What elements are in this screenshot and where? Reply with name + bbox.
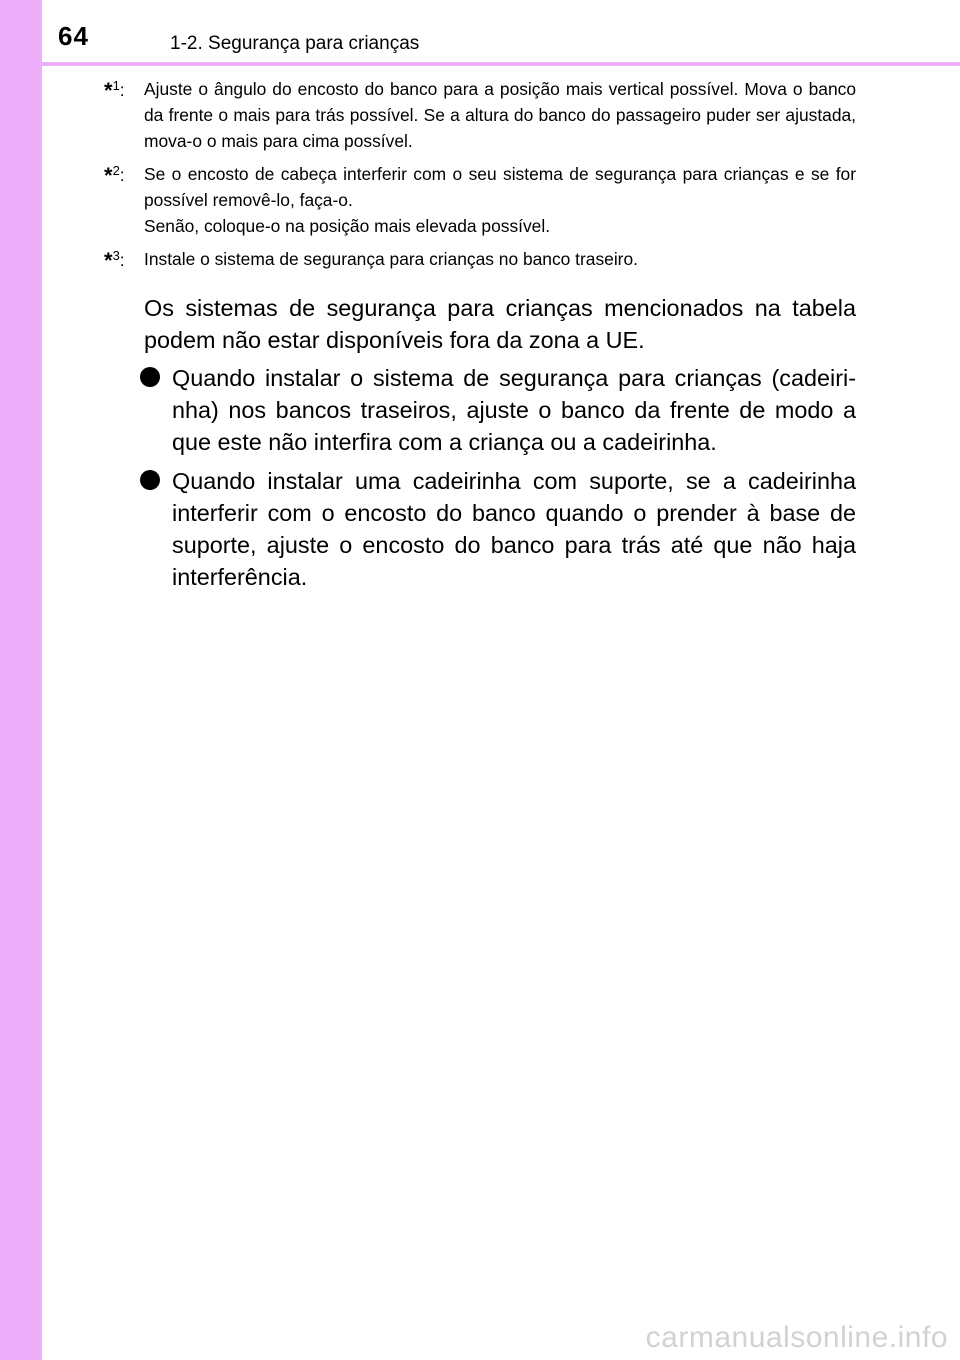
footnote-marker: *$^2$:: [104, 163, 125, 188]
bullet-item: [144, 465, 856, 593]
footnote-text: Se o encosto de cabeça interferir com o seu sistema de segurança para crianças e se for possível removê-lo, faça-o.: [144, 164, 856, 210]
footnote-3: [104, 246, 856, 272]
footnote-1: [104, 76, 856, 154]
side-color-band: [0, 0, 42, 1360]
page-number: 64: [58, 21, 89, 51]
watermark: carmanualsonline.info: [645, 1321, 948, 1354]
footnote-2: [104, 161, 856, 239]
section-title: 1-2. Segurança para crianças: [170, 33, 420, 54]
footnote-marker: *$^1$:: [104, 78, 125, 103]
bullet-text: Quando instalar o sistema de segurança para crianças (cadeiri-nha) nos bancos traseiros, ajuste o banco da frente de modo a que este não interfira com a criança ou a cadeirinha.: [172, 365, 856, 455]
bullet-item: [144, 362, 856, 458]
footnote-text: Instale o sistema de segurança para crianças no banco traseiro.: [144, 249, 638, 269]
bullet-text: Quando instalar uma cadeirinha com suporte, se a cadeirinha interferir com o encosto do banco quando o prender à base de suporte, ajuste o encosto do banco para trás até que não haja interferência.: [172, 468, 856, 590]
page-header: [0, 0, 960, 66]
bullet-dot-icon: [140, 470, 160, 490]
bullet-dot-icon: [140, 367, 160, 387]
footnote-text: Senão, coloque-o na posição mais elevada possível.: [144, 216, 551, 236]
intro-paragraph: Os sistemas de segurança para crianças mencionados na tabela podem não estar disponíveis fora da zona a UE.: [144, 295, 856, 353]
header-color-block: [0, 0, 42, 66]
body-text: [144, 292, 856, 600]
header-divider: [42, 62, 960, 66]
footnote-marker: *$^3$:: [104, 248, 125, 273]
footnotes: [104, 76, 856, 279]
footnote-text: Ajuste o ângulo do encosto do banco para a posição mais vertical possível. Mova o banco da frente o mais para trás possível. Se a altura do banco do passageiro puder ser ajustada, mova-o o mais para cima possível.: [144, 79, 856, 151]
